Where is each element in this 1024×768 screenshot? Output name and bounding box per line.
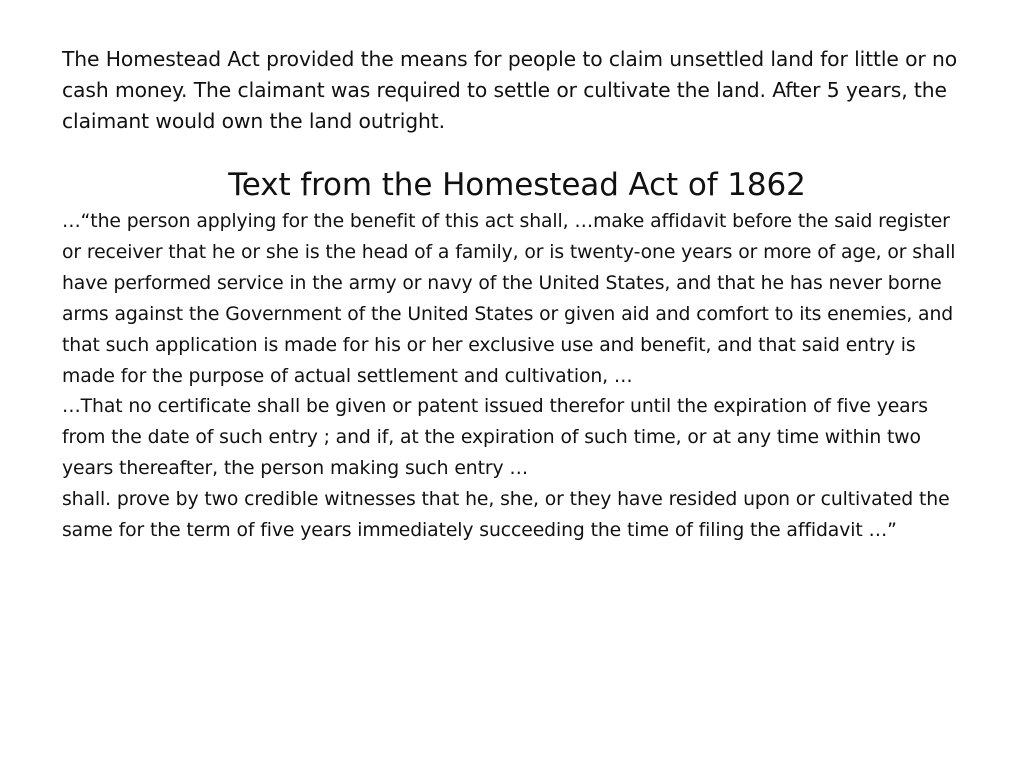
- quote-paragraph-3: shall. prove by two credible witnesses that he, she, or they have resided upon or cultivated the same for the term of five years immediately succeeding the time of filing the affidavit …”: [62, 489, 950, 542]
- section-heading: Text from the Homestead Act of 1862: [228, 167, 806, 203]
- slide-content: [62, 44, 972, 547]
- act-quotation: [62, 207, 972, 547]
- quote-paragraph-2: …That no certificate shall be given or patent issued therefor until the expiration of five years from the date of such entry ; and if, at the expiration of such time, or at any time within two years thereafter, the person making such entry …: [62, 396, 928, 480]
- intro-paragraph: The Homestead Act provided the means for people to claim unsettled land for little or no cash money. The claimant was required to settle or cultivate the land. After 5 years, the claimant would own the land outright.: [62, 47, 958, 133]
- quote-paragraph-1: …“the person applying for the benefit of this act shall, …make affidavit before the said register or receiver that he or she is the head of a family, or is twenty-one years or more of age, or shall have performed service in the army or navy of the United States, and that he has never borne arms against the Government of the United States or given aid and comfort to its enemies, and that such application is made for his or her exclusive use and benefit, and that said entry is made for the purpose of actual settlement and cultivation, …: [62, 211, 956, 387]
